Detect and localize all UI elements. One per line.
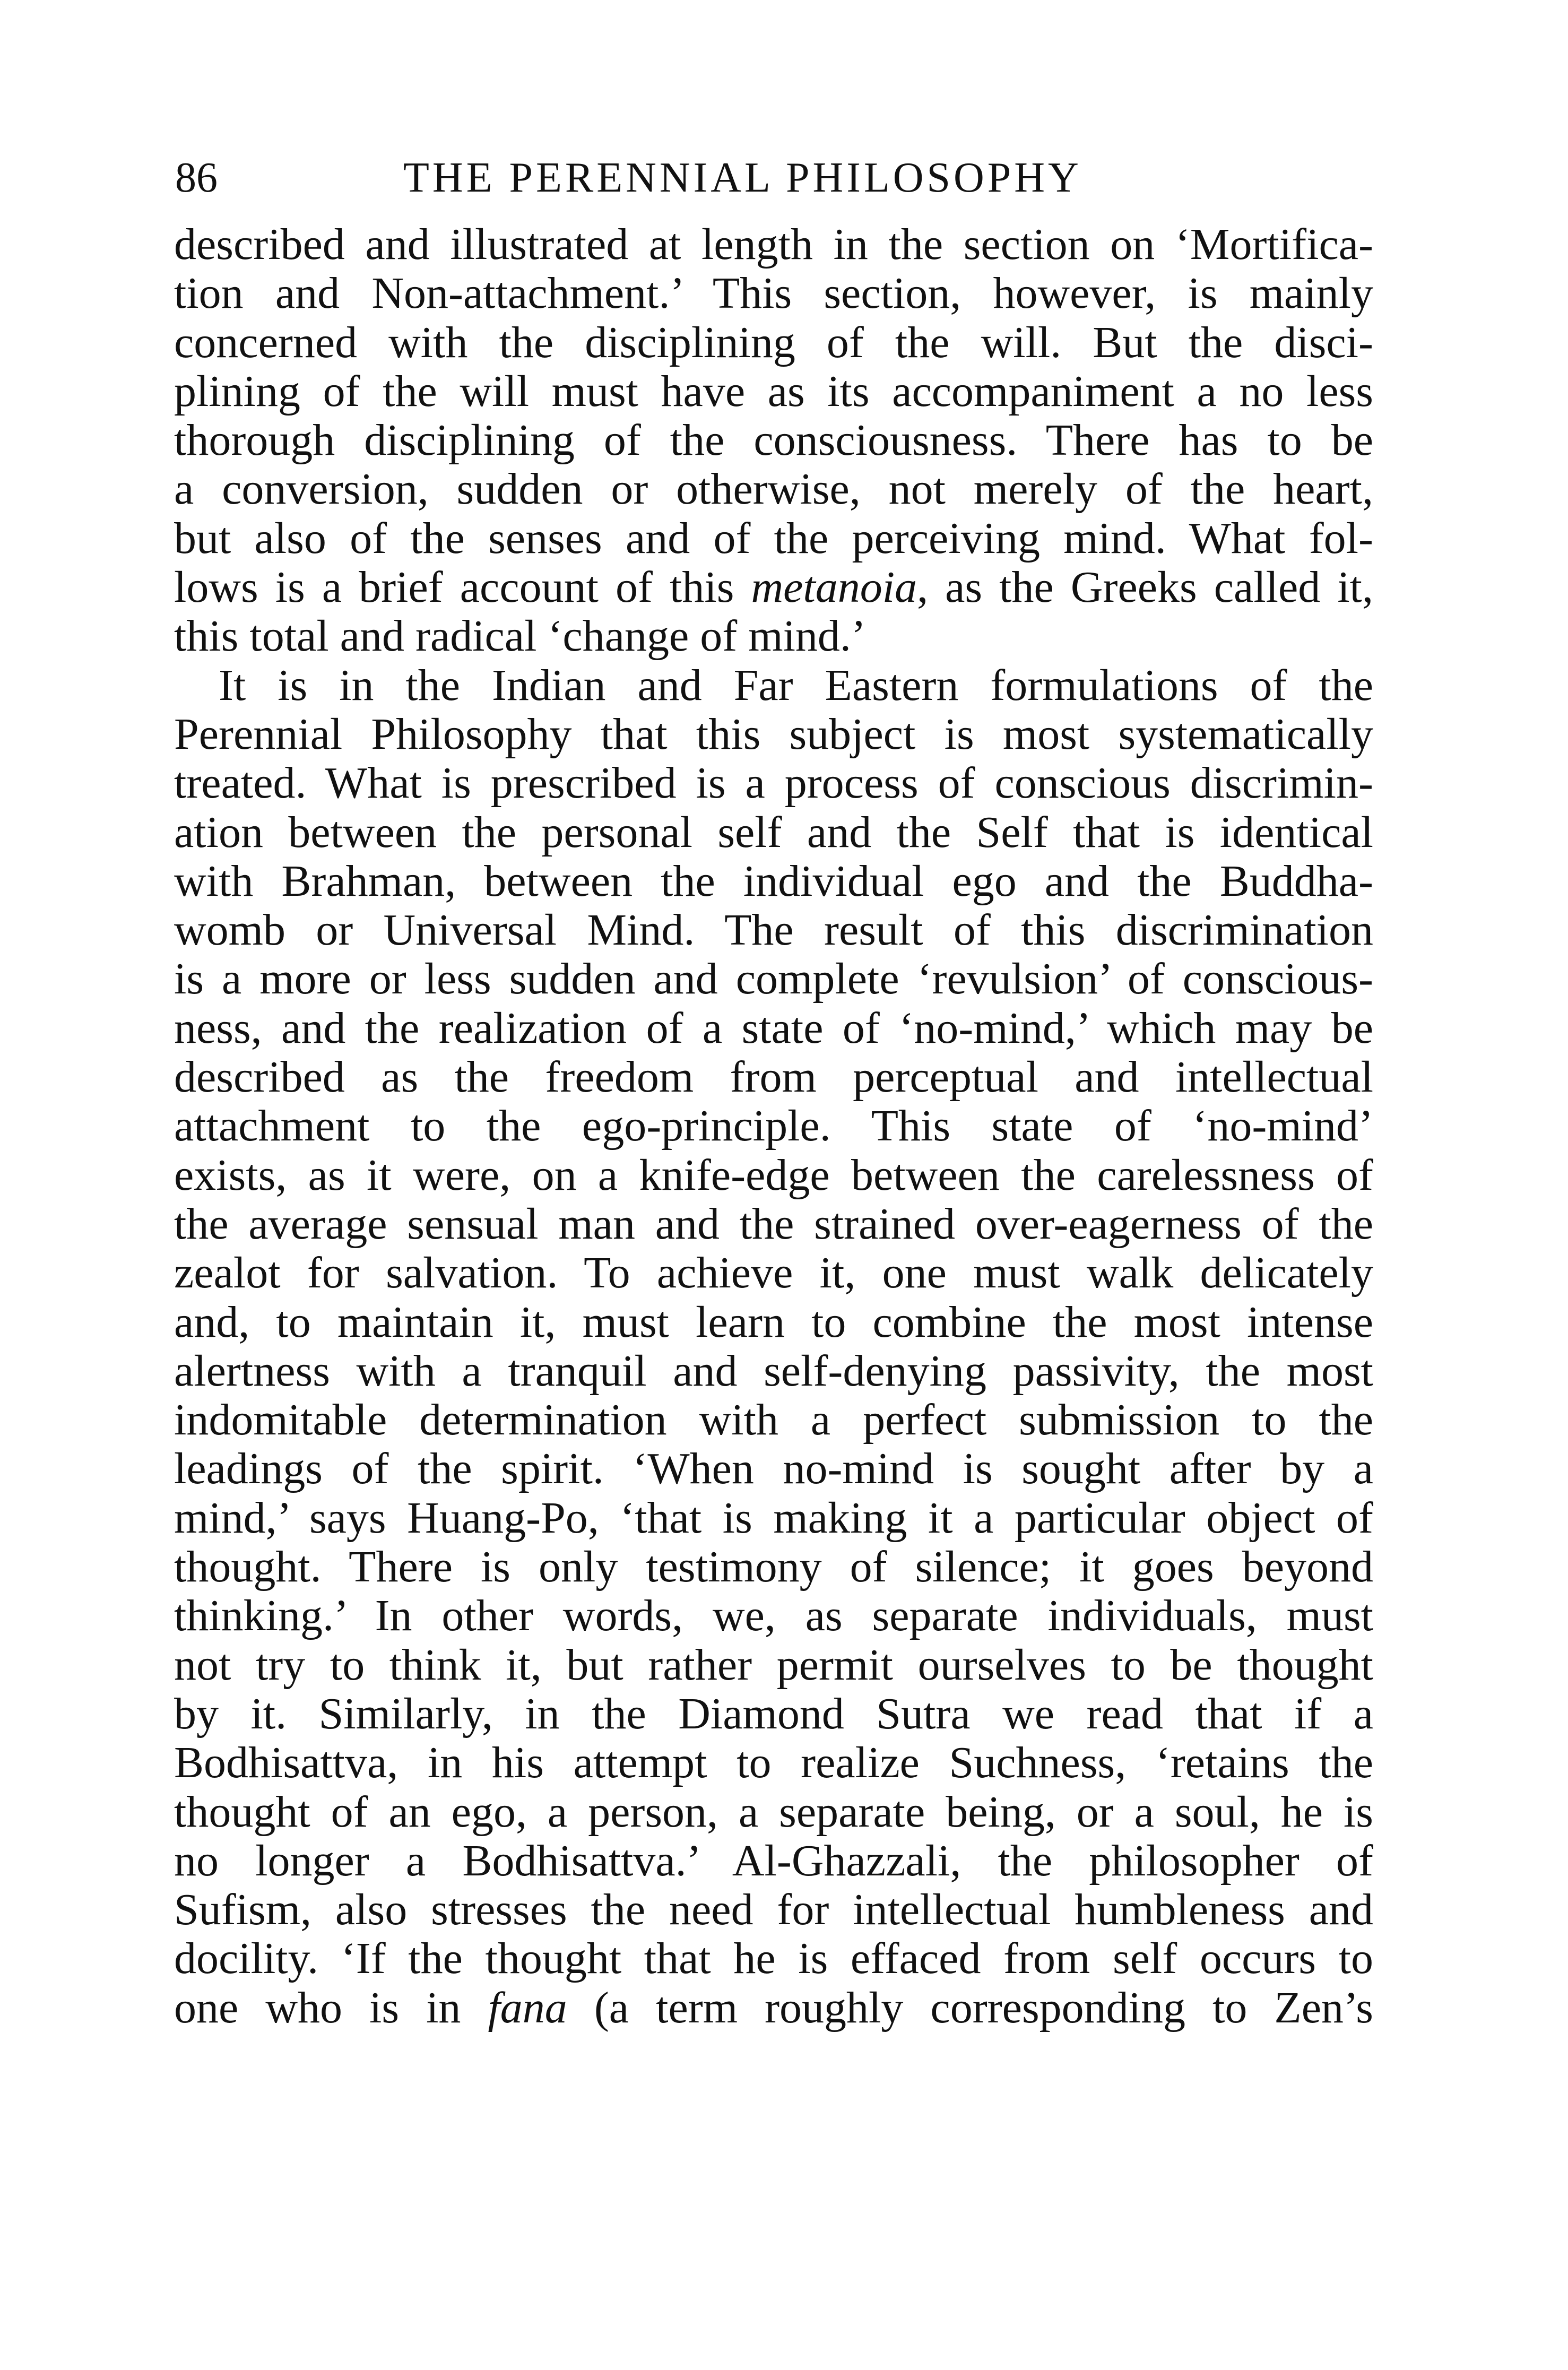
text-segment: one who is in (174, 1983, 488, 2032)
text-segment: attachment to the ego-principle. This state of ‘no-mind’ (174, 1102, 1373, 1151)
text-segment: and, to maintain it, must learn to combine the most intense (174, 1298, 1373, 1347)
text-line (174, 563, 1373, 612)
text-line (174, 612, 1373, 661)
text-segment: treated. What is prescribed is a process of conscious discrimin- (174, 759, 1373, 808)
text-segment: thinking.’ In other words, we, as separate individuals, must (174, 1591, 1373, 1641)
text-segment: (a term roughly corresponding to Zen’s (567, 1983, 1373, 2032)
text-line (174, 661, 1373, 710)
body-text (174, 220, 1373, 2032)
text-segment: alertness with a tranquil and self-denying passivity, the most (174, 1346, 1373, 1396)
text-line (174, 416, 1373, 465)
text-line (174, 367, 1373, 416)
text-line (174, 1004, 1373, 1053)
text-segment: docility. ‘If the thought that he is effaced from self occurs to (174, 1934, 1373, 1984)
text-line (174, 1053, 1373, 1102)
text-segment: concerned with the disciplining of the will. But the disci- (174, 318, 1373, 367)
text-line (174, 1249, 1373, 1298)
text-line (174, 759, 1373, 808)
text-line (174, 514, 1373, 563)
text-line (174, 1347, 1373, 1396)
italic-term: fana (488, 1983, 567, 2032)
text-segment: zealot for salvation. To achieve it, one must walk delicately (174, 1249, 1373, 1298)
text-line (174, 1591, 1373, 1640)
running-head (175, 149, 1374, 207)
text-line (174, 1837, 1373, 1885)
running-title: THE PERENNIAL PHILOSOPHY (403, 154, 1082, 201)
text-segment: the average sensual man and the strained over-eagerness of the (174, 1199, 1373, 1249)
text-line (174, 1788, 1373, 1837)
text-segment: tion and Non-attachment.’ This section, however, is mainly (174, 269, 1373, 318)
text-segment: Bodhisattva, in his attempt to realize Suchness, ‘retains the (174, 1738, 1373, 1788)
text-segment: indomitable determination with a perfect submission to the (174, 1396, 1373, 1445)
text-line (174, 1690, 1373, 1738)
text-segment: but also of the senses and of the perceiving mind. What fol- (174, 514, 1373, 563)
text-line (174, 906, 1373, 955)
text-segment: this total and radical ‘change of mind.’ (174, 612, 866, 661)
text-segment: mind,’ says Huang-Po, ‘that is making it a particular object of (174, 1493, 1373, 1543)
text-line (174, 1738, 1373, 1787)
text-line (174, 220, 1373, 269)
text-line (174, 955, 1373, 1004)
text-segment: lows is a brief account of this (174, 563, 751, 612)
text-line (174, 808, 1373, 857)
text-segment: Perennial Philosophy that this subject is most systematically (174, 710, 1373, 759)
text-segment: is a more or less sudden and complete ‘revulsion’ of conscious- (174, 955, 1373, 1004)
italic-term: metanoia (751, 563, 917, 612)
text-line (174, 318, 1373, 367)
text-line (174, 1543, 1373, 1591)
text-segment: not try to think it, but rather permit ourselves to be thought (174, 1640, 1373, 1690)
text-segment: thought of an ego, a person, a separate being, or a soul, he is (174, 1787, 1373, 1837)
page-number: 86 (175, 154, 218, 201)
text-line (174, 1200, 1373, 1249)
text-line (174, 1885, 1373, 1934)
text-segment: by it. Similarly, in the Diamond Sutra we read that if a (174, 1689, 1373, 1738)
text-segment: a conversion, sudden or otherwise, not merely of the heart, (174, 465, 1373, 514)
text-line (174, 1151, 1373, 1200)
text-segment: Sufism, also stresses the need for intellectual humbleness and (174, 1885, 1373, 1935)
text-segment: ation between the personal self and the Self that is identical (174, 808, 1373, 857)
text-segment: with Brahman, between the individual ego and the Buddha- (174, 857, 1373, 906)
text-line (174, 465, 1373, 514)
text-line (174, 1641, 1373, 1690)
text-segment: described as the freedom from perceptual and intellectual (174, 1053, 1373, 1102)
text-segment: thorough disciplining of the consciousness. There has to be (174, 416, 1373, 465)
text-segment: described and illustrated at length in the section on ‘Mortifica- (174, 220, 1373, 269)
text-segment: thought. There is only testimony of silence; it goes beyond (174, 1543, 1373, 1592)
text-line (174, 1934, 1373, 1983)
text-segment: leadings of the spirit. ‘When no-mind is sought after by a (174, 1445, 1373, 1494)
text-line (174, 1298, 1373, 1347)
text-line (174, 1494, 1373, 1543)
text-segment: plining of the will must have as its accompaniment a no less (174, 367, 1373, 416)
text-segment: ness, and the realization of a state of ‘no-mind,’ which may be (174, 1004, 1373, 1053)
text-line (174, 857, 1373, 906)
text-line (174, 1445, 1373, 1493)
text-line (174, 1396, 1373, 1445)
text-line (174, 1102, 1373, 1151)
text-line (174, 1984, 1373, 2032)
text-segment: exists, as it were, on a knife-edge between the carelessness of (174, 1151, 1373, 1200)
text-segment: , as the Greeks called it, (917, 563, 1373, 612)
text-line (174, 269, 1373, 318)
text-segment: no longer a Bodhisattva.’ Al-Ghazzali, the philosopher of (174, 1836, 1373, 1885)
text-line (174, 710, 1373, 759)
text-segment: womb or Universal Mind. The result of this discrimination (174, 906, 1373, 955)
text-segment: It is in the Indian and Far Eastern formulations of the (219, 661, 1373, 710)
